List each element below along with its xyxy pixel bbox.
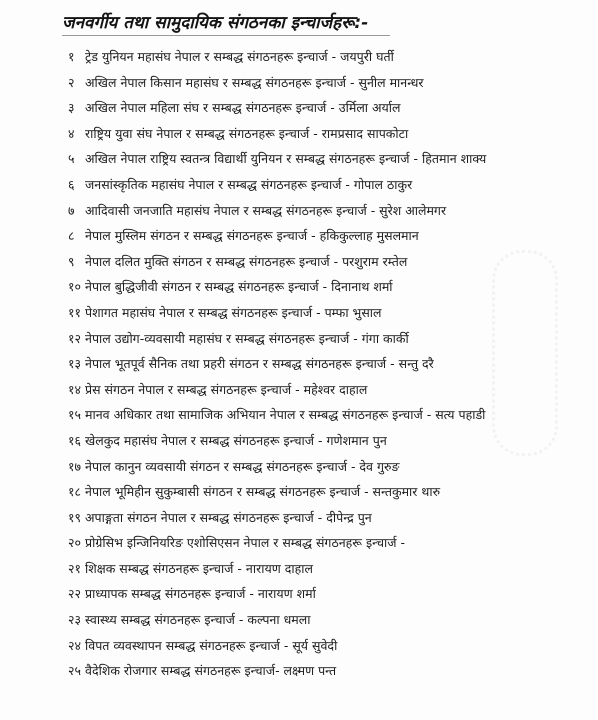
item-number: २१	[68, 560, 82, 576]
list-item	[68, 95, 486, 121]
item-number: १६	[68, 432, 82, 448]
item-number: २४	[68, 637, 82, 653]
item-number: १	[68, 49, 75, 64]
list-item	[68, 326, 486, 352]
item-text: नेपाल भूतपूर्व सैनिक तथा प्रहरी संगठन र सम्बद्ध संगठनहरू इन्चार्ज - सन्तु दरै	[85, 356, 434, 372]
item-number: १२	[68, 330, 82, 346]
incharge-list	[68, 44, 486, 684]
item-number: १९	[68, 509, 82, 525]
list-item	[68, 300, 486, 326]
item-text: अखिल नेपाल किसान महासंघ र सम्बद्ध संगठनहरू इन्चार्ज - सुनील मानन्धर	[85, 74, 424, 90]
item-text: अपाङ्गता संगठन नेपाल र सम्बद्ध संगठनहरू इन्चार्ज - दीपेन्द्र पुन	[85, 509, 372, 525]
document-title: जनवर्गीय तथा सामुदायिक संगठनका इन्चार्जहरू:-	[62, 13, 369, 33]
item-text: स्वास्थ्य सम्बद्ध संगठनहरू इन्चार्ज - कल्पना धमला	[85, 612, 311, 628]
item-number: २५	[68, 663, 82, 679]
item-number: १३	[68, 356, 82, 372]
list-item	[68, 377, 486, 403]
item-text: प्रोग्रेसिभ इन्जिनियरिङ एशोसिएसन नेपाल र सम्बद्ध संगठनहरू इन्चार्ज -	[85, 535, 406, 551]
list-item	[68, 146, 486, 172]
item-text: अखिल नेपाल महिला संघ र सम्बद्ध संगठनहरू इन्चार्ज - उर्मिला अर्याल	[85, 100, 401, 116]
item-text: खेलकुद महासंघ नेपाल र सम्बद्ध संगठनहरू इन्चार्ज - गणेशमान पुन	[85, 432, 387, 448]
item-text: जनसांस्कृतिक महासंघ नेपाल र सम्बद्ध संगठनहरू इन्चार्ज - गोपाल ठाकुर	[85, 176, 413, 192]
list-item	[68, 658, 486, 684]
list-item	[68, 530, 486, 556]
title-underline	[62, 35, 390, 36]
item-number: १८	[68, 484, 82, 500]
list-item	[68, 44, 486, 70]
list-item	[68, 428, 486, 454]
list-item	[68, 633, 486, 659]
item-text: वैदेशिक रोजगार सम्बद्ध संगठनहरू इन्चार्ज- लक्ष्मण पन्त	[85, 663, 337, 679]
item-text: ट्रेड युनियन महासंघ नेपाल र सम्बद्ध संगठनहरू इन्चार्ज - जयपुरी घर्ती	[85, 49, 394, 64]
list-item	[68, 249, 486, 275]
list-item	[68, 121, 486, 147]
item-number: २०	[68, 535, 82, 551]
item-text: नेपाल भूमिहीन सुकुम्बासी संगठन र सम्बद्ध संगठनहरू इन्चार्ज - सन्तकुमार थारु	[85, 484, 441, 500]
item-text: नेपाल बुद्धिजीवी संगठन र सम्बद्ध संगठनहरू इन्चार्ज - दिनानाथ शर्मा	[85, 279, 393, 295]
item-number: ३	[68, 100, 75, 116]
item-text: नेपाल दलित मुक्ति संगठन र सम्बद्ध संगठनहरू इन्चार्ज - परशुराम रम्तेल	[85, 253, 408, 269]
item-number: १४	[68, 381, 82, 397]
item-text: प्रेस संगठन नेपाल र सम्बद्ध संगठनहरू इन्चार्ज - महेश्वर दाहाल	[85, 381, 368, 397]
item-number: ६	[68, 176, 75, 192]
item-text: मानव अधिकार तथा सामाजिक अभियान नेपाल र सम्बद्ध संगठनहरू इन्चार्ज - सत्य पहाडी	[85, 407, 486, 423]
list-item	[68, 556, 486, 582]
item-text: प्राध्यापक सम्बद्ध संगठनहरू इन्चार्ज - नारायण शर्मा	[85, 586, 316, 602]
item-text: आदिवासी जनजाति महासंघ नेपाल र सम्बद्ध संगठनहरू इन्चार्ज - सुरेश आलेमगर	[85, 202, 447, 218]
item-number: ७	[68, 202, 75, 218]
item-number: ११	[68, 304, 82, 320]
item-number: १७	[68, 458, 82, 474]
list-item	[68, 581, 486, 607]
list-item	[68, 454, 486, 480]
item-text: शिक्षक सम्बद्ध संगठनहरू इन्चार्ज - नारायण दाहाल	[85, 560, 313, 576]
item-number: २२	[68, 586, 82, 602]
list-item	[68, 351, 486, 377]
faint-watermark	[492, 250, 558, 456]
item-number: २३	[68, 612, 82, 628]
list-item	[68, 70, 486, 96]
list-item	[68, 274, 486, 300]
list-item	[68, 172, 486, 198]
item-number: ९	[68, 253, 75, 269]
item-number: १०	[68, 279, 82, 295]
item-number: ४	[68, 125, 75, 141]
list-item	[68, 607, 486, 633]
item-text: नेपाल कानुन व्यवसायी संगठन र सम्बद्ध संगठनहरू इन्चार्ज - देव गुरुङ	[85, 458, 400, 474]
item-number: १५	[68, 407, 82, 423]
list-item	[68, 198, 486, 224]
list-item	[68, 479, 486, 505]
item-number: ८	[68, 228, 75, 244]
item-text: विपत व्यवस्थापन सम्बद्ध संगठनहरू इन्चार्ज - सूर्य सुवेदी	[85, 637, 338, 653]
item-text: राष्ट्रिय युवा संघ नेपाल र सम्बद्ध संगठनहरू इन्चार्ज - रामप्रसाद सापकोटा	[85, 125, 409, 141]
list-item	[68, 223, 486, 249]
item-text: नेपाल उद्योग-व्यवसायी महासंघ र सम्बद्ध संगठनहरू इन्चार्ज - गंगा कार्की	[85, 330, 409, 346]
item-text: नेपाल मुस्लिम संगठन र सम्बद्ध संगठनहरू इन्चार्ज - हकिकुल्लाह मुसलमान	[85, 228, 419, 244]
item-number: २	[68, 74, 75, 90]
list-item	[68, 402, 486, 428]
item-text: अखिल नेपाल राष्ट्रिय स्वतन्त्र विद्यार्थी युनियन र सम्बद्ध संगठनहरू इन्चार्ज - हितमान शाक्य	[85, 151, 487, 167]
list-item	[68, 505, 486, 531]
item-text: पेशागत महासंघ नेपाल र सम्बद्ध संगठनहरू इन्चार्ज - पम्फा भुसाल	[85, 304, 382, 320]
item-number: ५	[68, 151, 75, 167]
